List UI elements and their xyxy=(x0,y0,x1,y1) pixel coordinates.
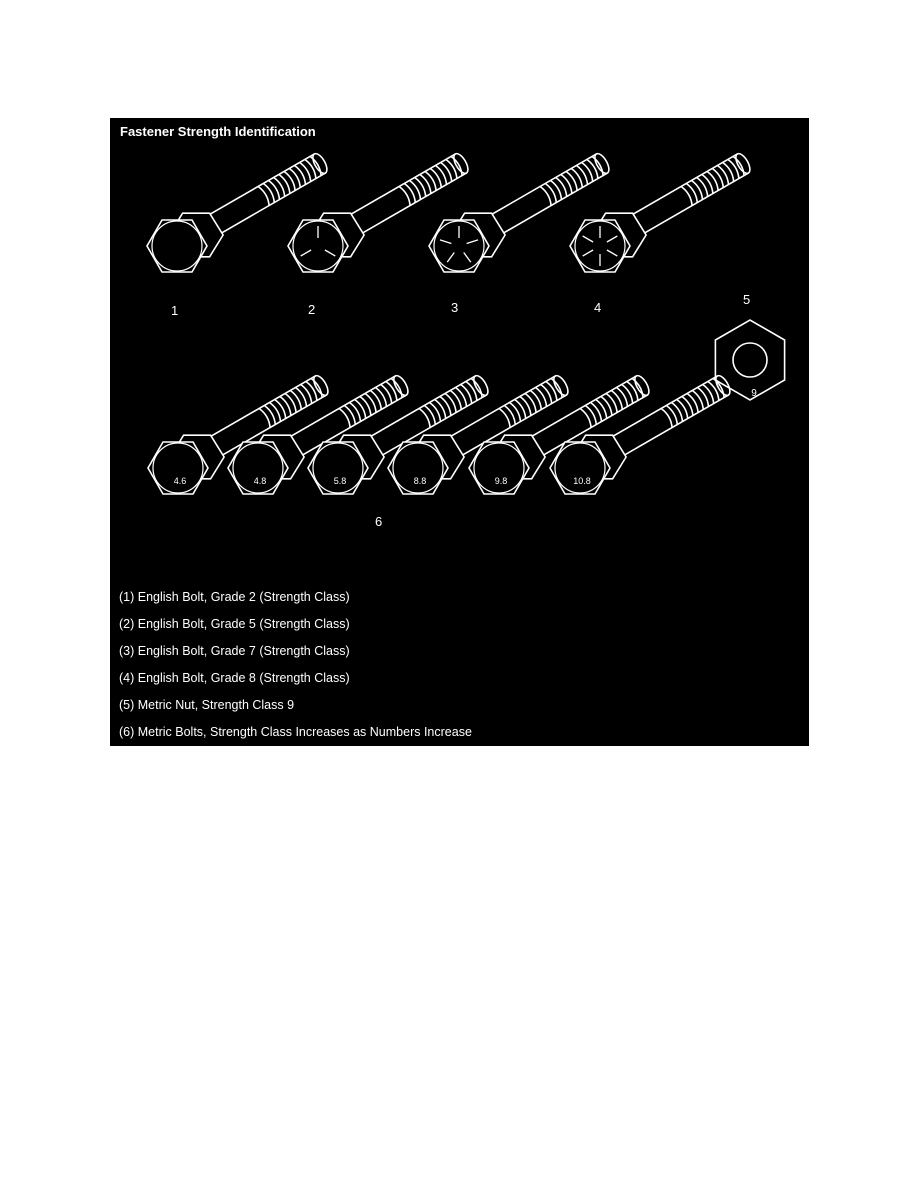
metric-bolt-3-marking: 5.8 xyxy=(333,476,347,486)
english-bolt-4 xyxy=(570,151,753,272)
fastener-figure xyxy=(110,118,809,746)
metric-bolt-1-marking: 4.6 xyxy=(173,476,187,486)
legend-item-2: (2) English Bolt, Grade 5 (Strength Class) xyxy=(119,617,350,631)
legend-item-3: (3) English Bolt, Grade 7 (Strength Class) xyxy=(119,644,350,658)
callout-3: 3 xyxy=(451,300,459,315)
english-bolts-row xyxy=(147,151,753,272)
legend-item-1: (1) English Bolt, Grade 2 (Strength Class) xyxy=(119,590,350,604)
legend-item-4: (4) English Bolt, Grade 8 (Strength Class) xyxy=(119,671,350,685)
callout-6: 6 xyxy=(375,514,383,529)
callout-5: 5 xyxy=(743,292,751,307)
legend-item-5: (5) Metric Nut, Strength Class 9 xyxy=(119,698,295,712)
callout-2: 2 xyxy=(308,302,316,317)
metric-nut xyxy=(715,320,784,400)
metric-bolt-2-marking: 4.8 xyxy=(253,476,267,486)
callout-1: 1 xyxy=(171,303,179,318)
figure-title: Fastener Strength Identification xyxy=(120,124,316,139)
metric-bolt-6-marking: 10.8 xyxy=(573,476,591,486)
metric-bolt-5-marking: 9.8 xyxy=(494,476,508,486)
metric-bolt-4-marking: 8.8 xyxy=(413,476,427,486)
callout-4: 4 xyxy=(594,300,602,315)
legend-item-6: (6) Metric Bolts, Strength Class Increases as Numbers Increase xyxy=(119,725,472,739)
nut-marking: 9 xyxy=(751,388,757,399)
metric-bolts-row xyxy=(148,373,733,494)
